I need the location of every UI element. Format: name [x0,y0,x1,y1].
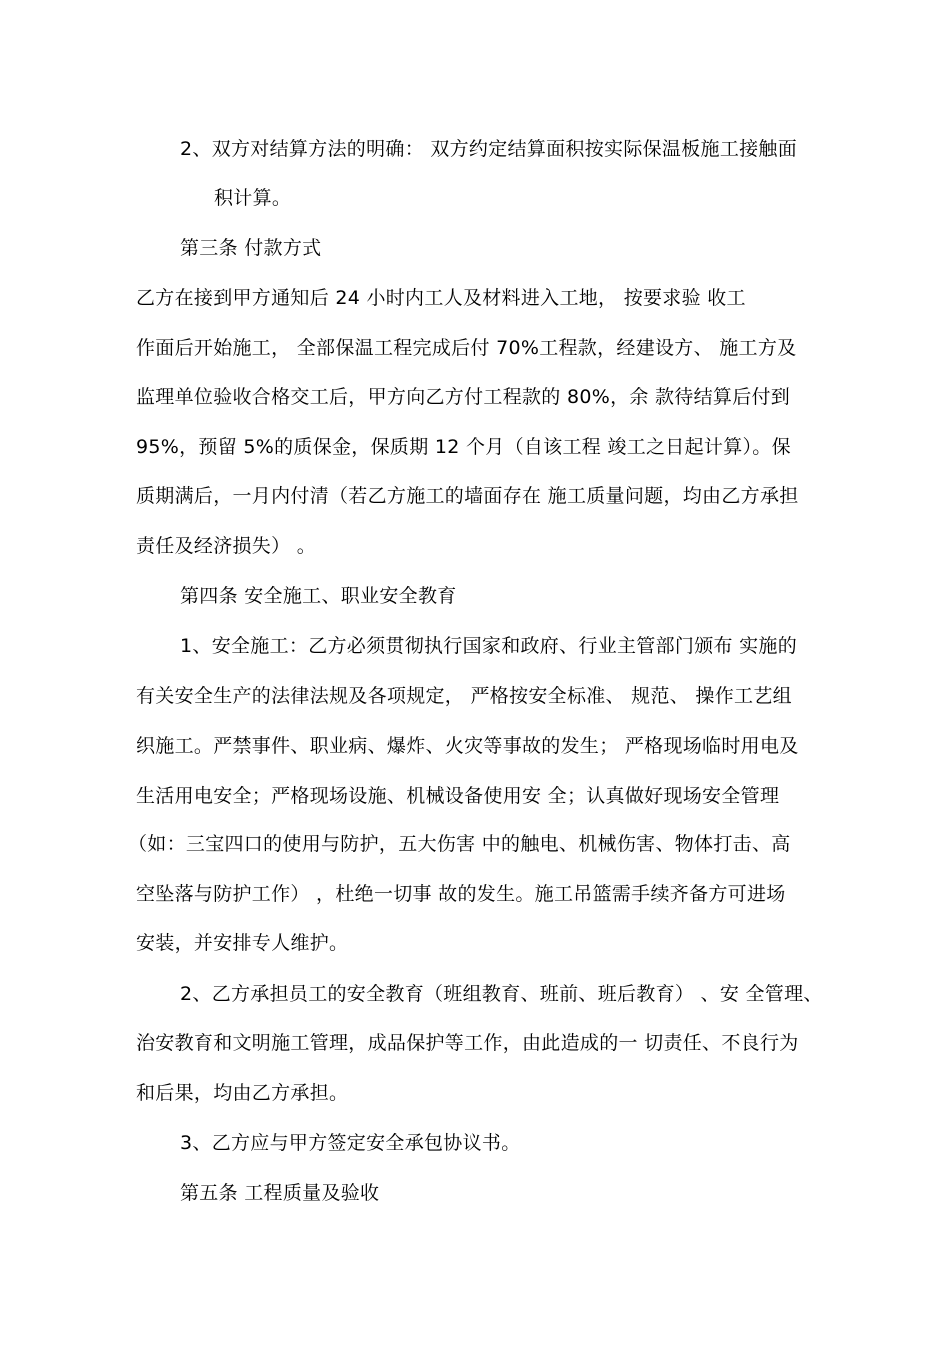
text-line: 治安教育和文明施工管理，成品保护等工作，由此造成的一 切责任、不良行为 [136,1032,799,1054]
text-line: 空坠落与防护工作） ，杜绝一切事 故的发生。施工吊篮需手续齐备方可进场 [136,883,786,905]
text-line: 乙方在接到甲方通知后 24 小时内工人及材料进入工地， 按要求验 收工 [136,287,746,309]
text-line: 安装，并安排专人维护。 [136,932,349,954]
section-heading: 第四条 安全施工、职业安全教育 [180,585,457,607]
text-line: 95%，预留 5%的质保金，保质期 12 个月（自该工程 竣工之日起计算）。保 [136,436,791,458]
text-line: 1、安全施工：乙方必须贯彻执行国家和政府、行业主管部门颁布 实施的 [180,635,798,657]
text-line: 生活用电安全；严格现场设施、机械设备使用安 全；认真做好现场安全管理 [136,785,780,807]
text-line: 有关安全生产的法律法规及各项规定， 严格按安全标准、 规范、 操作工艺组 [136,685,792,707]
text-line: 2、乙方承担员工的安全教育（班组教育、班前、班后教育） 、安 全管理、 [180,983,823,1005]
text-line: 3、乙方应与甲方签定安全承包协议书。 [180,1132,521,1154]
text-line: 作面后开始施工， 全部保温工程完成后付 70%工程款，经建设方、 施工方及 [136,337,797,359]
text-line: 责任及经济损失） 。 [136,535,317,557]
text-line: 质期满后，一月内付清（若乙方施工的墙面存在 施工质量问题，均由乙方承担 [136,485,799,507]
section-heading: 第五条 工程质量及验收 [180,1182,380,1204]
text-line: （如：三宝四口的使用与防护，五大伤害 中的触电、机械伤害、物体打击、高 [128,833,791,855]
text-line: 2、双方对结算方法的明确： 双方约定结算面积按实际保温板施工接触面 [180,138,798,160]
section-heading: 第三条 付款方式 [180,237,322,259]
text-line: 织施工。严禁事件、职业病、爆炸、火灾等事故的发生； 严格现场临时用电及 [136,735,799,757]
text-line: 和后果，均由乙方承担。 [136,1082,349,1104]
text-line: 积计算。 [214,187,292,209]
text-line: 监理单位验收合格交工后，甲方向乙方付工程款的 80%，余 款待结算后付到 [136,386,791,408]
